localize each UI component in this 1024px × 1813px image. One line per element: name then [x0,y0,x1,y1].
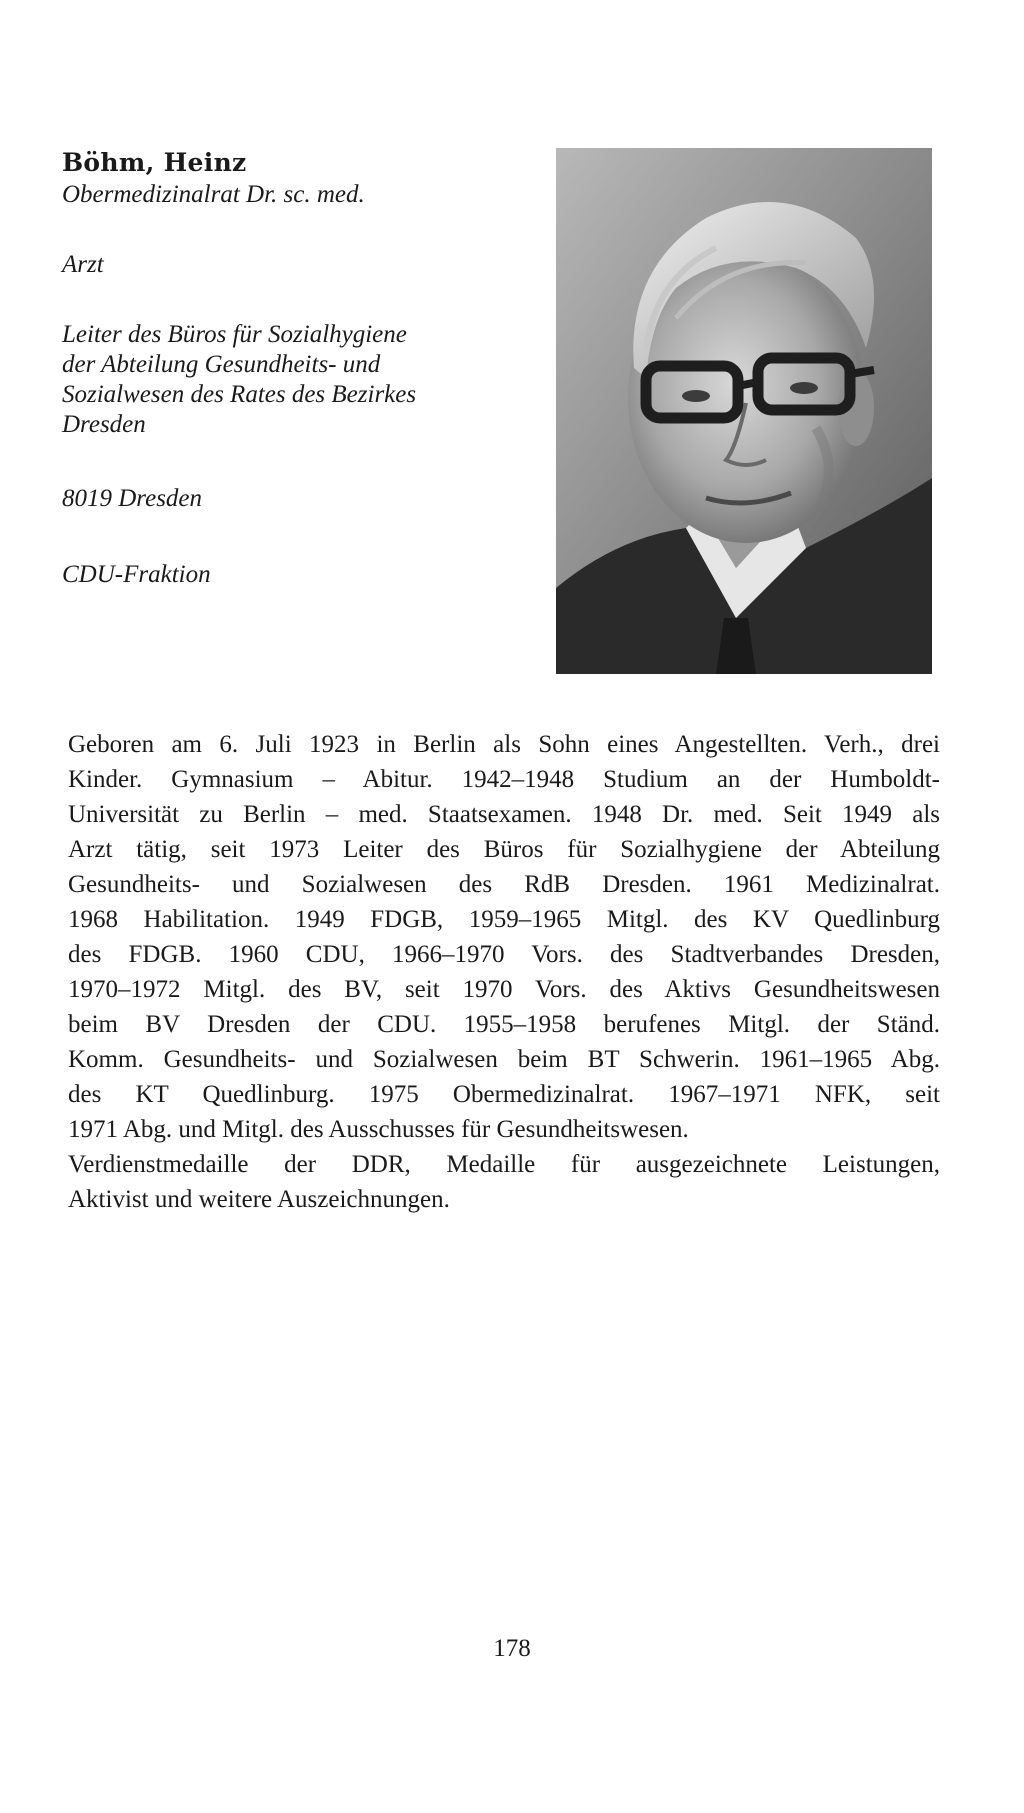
biography-line: Komm. Gesundheits- und Sozialwesen beim BT Schwerin. 1961–1965 Abg. [68,1046,940,1073]
portrait-photo [556,148,932,674]
academic-title: Obermedizinalrat Dr. sc. med. [62,181,365,208]
position-line: Dresden [62,411,146,438]
position-line: der Abteilung Gesundheits- und [62,351,381,378]
position-line: Leiter des Büros für Sozialhygiene [62,321,407,348]
person-name: Böhm, Heinz [62,148,247,177]
biography-line: Universität zu Berlin – med. Staatsexamen. 1948 Dr. med. Seit 1949 als [68,801,940,828]
biography-line: Gesundheits- und Sozialwesen des RdB Dresden. 1961 Medizinalrat. [68,871,940,898]
biography-line: Arzt tätig, seit 1973 Leiter des Büros für Sozialhygiene der Abteilung [68,836,940,863]
biography-line: Aktivist und weitere Auszeichnungen. [68,1186,450,1213]
biography-line: 1971 Abg. und Mitgl. des Ausschusses für Gesundheitswesen. [68,1116,689,1143]
biography-line: 1970–1972 Mitgl. des BV, seit 1970 Vors. des Aktivs Gesundheitswesen [68,976,940,1003]
address: 8019 Dresden [62,485,203,512]
biography [68,727,940,1217]
biography-line: Kinder. Gymnasium – Abitur. 1942–1948 Studium an der Humboldt- [68,766,940,793]
biography-line: des KT Quedlinburg. 1975 Obermedizinalrat. 1967–1971 NFK, seit [68,1081,940,1108]
page-number: 178 [493,1635,531,1662]
biography-line: beim BV Dresden der CDU. 1955–1958 berufenes Mitgl. der Ständ. [68,1011,940,1038]
biography-line: Verdienstmedaille der DDR, Medaille für ausgezeichnete Leistungen, [68,1151,940,1178]
profession: Arzt [62,251,104,278]
biography-line: des FDGB. 1960 CDU, 1966–1970 Vors. des Stadtverbandes Dresden, [68,941,940,968]
entry-header [62,148,542,590]
faction: CDU-Fraktion [62,561,211,588]
biography-line: 1968 Habilitation. 1949 FDGB, 1959–1965 Mitgl. des KV Quedlinburg [68,906,940,933]
position-description [62,320,542,440]
biography-line: Geboren am 6. Juli 1923 in Berlin als Sohn eines Angestellten. Verh., drei [68,731,940,758]
position-line: Sozialwesen des Rates des Bezirkes [62,381,417,408]
